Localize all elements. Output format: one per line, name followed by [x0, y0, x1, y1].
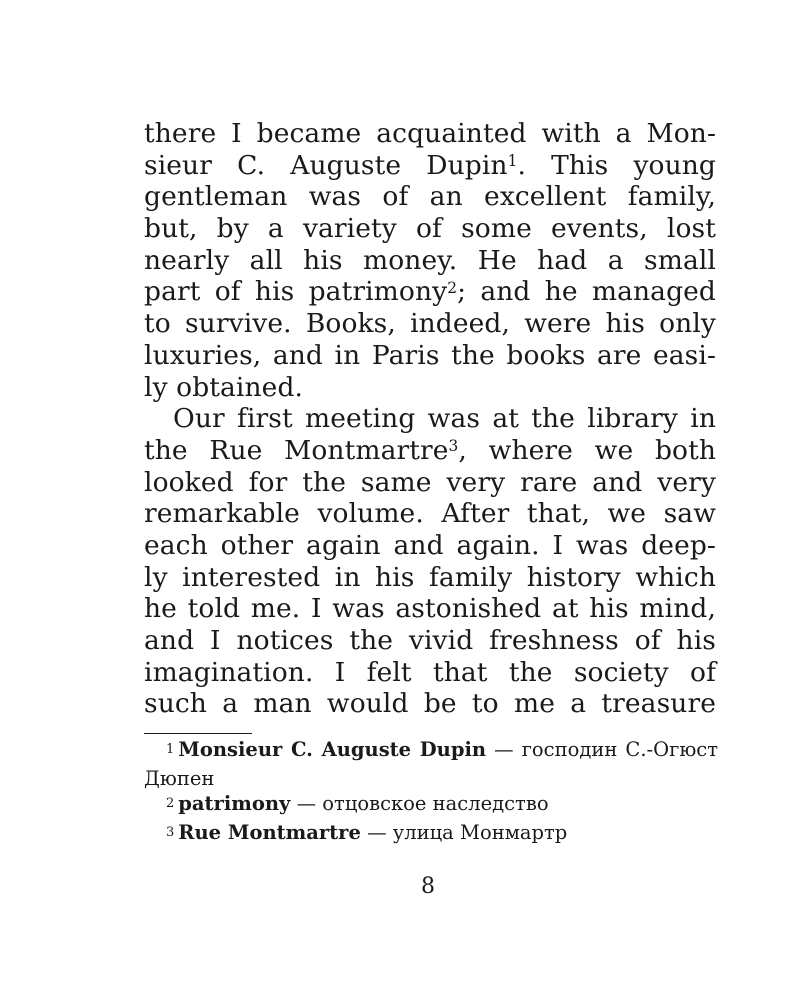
text-line: remarkable volume. After that, we saw	[144, 498, 716, 530]
text-line: and I notices the vivid freshness of his	[144, 625, 716, 656]
text-line: he told me. I was astonished at his mind,	[144, 593, 716, 625]
text-line: ly interested in his family history which	[144, 561, 716, 593]
text-line: looked for the same very rare and very	[144, 466, 716, 498]
text-segment: sieur C. Auguste Dupin	[144, 149, 508, 181]
text-line: gentleman was of an excellent family,	[144, 181, 716, 213]
footnote-translation: — господин С.-Огюст Дюпен	[144, 738, 719, 790]
footnote-term: patrimony	[178, 792, 291, 815]
text-line	[144, 276, 716, 308]
footnote-ref-2: 2	[447, 278, 458, 297]
text-line: ly obtained.	[144, 371, 304, 403]
footnote-2	[144, 791, 718, 820]
text-line: luxuries, and in Paris the books are easi-	[144, 339, 716, 371]
text-segment: the Rue Montmartre	[144, 434, 449, 466]
text-line: nearly all his money. He had a small	[144, 244, 716, 276]
paragraph-1	[144, 118, 716, 403]
page-number: 8	[421, 874, 435, 899]
footnote-number: 1	[166, 742, 175, 757]
footnote-translation: — улица Монмартр	[360, 820, 568, 844]
text-segment: . This young	[517, 149, 716, 181]
text-segment: ; and he managed	[457, 276, 716, 308]
text-line: there I became acquainted with a Mon-	[144, 118, 716, 149]
text-line: to survive. Books, indeed, were his only	[144, 308, 716, 340]
footnote-separator	[144, 733, 252, 734]
text-segment: part of his patrimony	[144, 276, 448, 308]
text-line: each other again and again. I was deep-	[144, 529, 716, 561]
text-segment: , where we both	[458, 434, 716, 466]
text-line: Our first meeting was at the library in	[173, 403, 716, 435]
footnote-ref-1: 1	[507, 152, 518, 171]
footnote-3	[144, 820, 718, 849]
text-line: but, by a variety of some events, lost	[144, 213, 716, 245]
text-line	[144, 435, 716, 467]
main-text	[144, 118, 716, 720]
footnote-term: Monsieur C. Auguste Dupin	[178, 738, 487, 761]
paragraph-2	[144, 403, 716, 720]
text-line: such a man would be to me a treasure	[144, 688, 716, 720]
footnote-1	[144, 737, 718, 791]
footnote-number: 3	[166, 824, 175, 840]
footnote-ref-3: 3	[448, 437, 459, 456]
footnote-translation: — отцовское наследство	[290, 792, 549, 815]
footnotes	[144, 737, 718, 848]
text-line: imagination. I felt that the society of	[144, 656, 716, 688]
footnote-number: 2	[166, 796, 175, 811]
footnote-term: Rue Montmartre	[178, 820, 361, 844]
text-line	[144, 150, 716, 182]
